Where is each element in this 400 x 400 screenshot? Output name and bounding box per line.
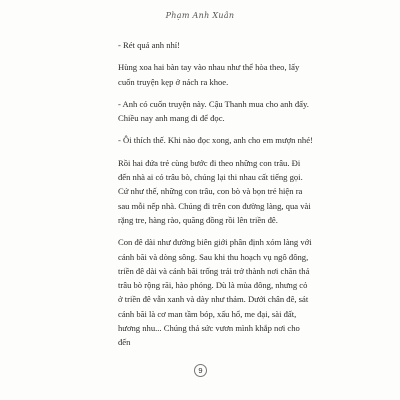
body-text xyxy=(118,38,314,358)
paragraph: - Rét quá anh nhỉ! xyxy=(118,40,181,50)
paragraph: Rồi hai đứa trẻ cùng bước đi theo những con trâu. Đi đến nhà ai có trâu bò, chúng lại thi nhau cất tiếng gọi. Cứ như thế, những con trâu, con bò và bọn trẻ hiện ra sau mỗi nếp nhà. Chúng đi trên con đường làng, qua vài rặng tre, hàng rào, quãng đồng rồi lên triền đê. xyxy=(118,157,311,225)
running-header-author: Phạm Anh Xuân xyxy=(165,11,235,20)
paragraph: Con đê dài như đường biên giới phân định xóm làng với cánh bãi và dòng sông. Sau khi thu hoạch vụ ngô đông, triền đê dài và cánh bãi trống trải trở thành nơi chăn thả trâu bò rộng rãi, hào phóng. Dù là mùa đông, nhưng cỏ ở triền đê vẫn xanh và dày như thảm. Dưới chân đê, sát cánh bãi là cơ man tầm bóp, xấu hổ, me đại, sài đất, hương nhu... Chúng thả sức vươn mình khắp nơi cho đến xyxy=(118,237,312,348)
paragraph: - Ôi thích thế. Khi nào đọc xong, anh cho em mượn nhé! xyxy=(118,135,313,146)
page-number: 9 xyxy=(194,364,207,377)
paragraph: - Anh có cuốn truyện này. Cậu Thanh mua cho anh đấy. Chiều nay anh mang đi để đọc. xyxy=(118,98,309,124)
paragraph: Hùng xoa hai bàn tay vào nhau như thể hòa theo, lấy cuốn truyện kẹp ở nách ra khoe. xyxy=(118,62,300,87)
